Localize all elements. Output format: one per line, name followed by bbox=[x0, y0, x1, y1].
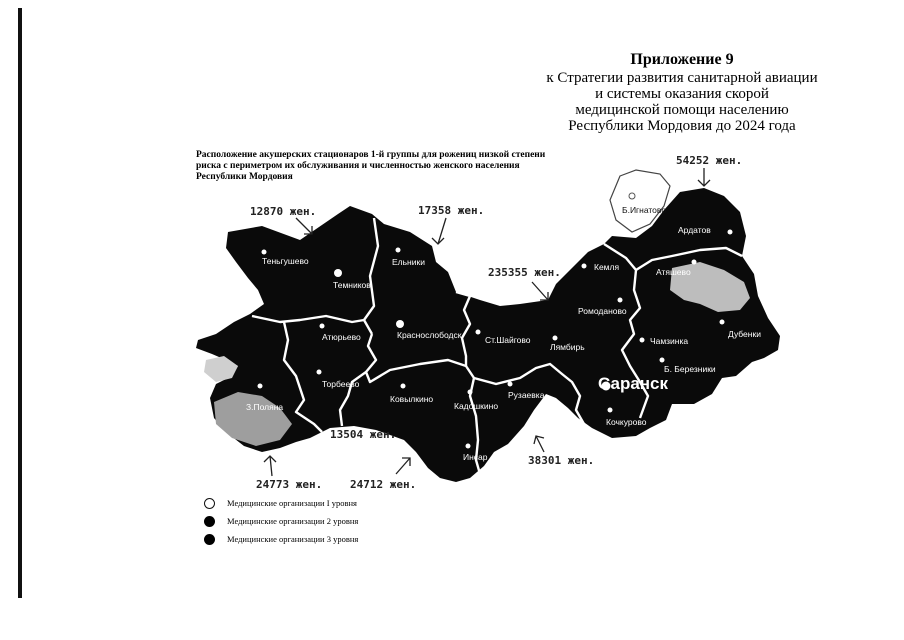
marker-kemlya bbox=[582, 264, 587, 269]
label-kadoshkino: Кадошкино bbox=[454, 401, 499, 411]
marker-ruzaevka bbox=[508, 382, 513, 387]
ignatovo-marker bbox=[629, 193, 635, 199]
marker-kadoshkino bbox=[468, 390, 473, 395]
label-ruzaevka: Рузаевка bbox=[508, 390, 545, 400]
label-kochkurovo: Кочкурово bbox=[606, 417, 647, 427]
appendix-line-4: Республики Мордовия до 2024 года bbox=[568, 118, 796, 134]
appendix-title: Приложение 9 bbox=[630, 51, 734, 68]
label-romodanovo: Ромоданово bbox=[578, 306, 627, 316]
label-tengushevo: Теньгушево bbox=[262, 256, 309, 266]
marker-elniki bbox=[396, 248, 401, 253]
level3-marker-icon bbox=[204, 534, 215, 545]
arrow-38301 bbox=[534, 436, 544, 452]
arrow-235355 bbox=[532, 282, 548, 300]
label-bbereznyaki: Б. Березники bbox=[664, 364, 716, 374]
legend-row-level3 bbox=[204, 530, 358, 548]
marker-dubenki bbox=[720, 320, 725, 325]
marker-romodanovo bbox=[618, 298, 623, 303]
pop-ardatov: 54252 жен. bbox=[676, 154, 743, 167]
marker-zpolyana bbox=[258, 384, 263, 389]
legend-level2-label: Медицинские организации 2 уровня bbox=[227, 516, 359, 526]
label-dubenki: Дубенки bbox=[728, 329, 761, 339]
pop-zpolyana: 24773 жен. bbox=[256, 478, 323, 491]
marker-chamzinka bbox=[640, 338, 645, 343]
appendix-line-2: и системы оказания скорой bbox=[595, 86, 769, 102]
label-insar: Инсар bbox=[463, 452, 488, 462]
arrow-17358 bbox=[432, 218, 446, 244]
pop-kovylkino: 24712 жен. bbox=[350, 478, 417, 491]
marker-kovylkino bbox=[401, 384, 406, 389]
label-saransk-capital: Саранск bbox=[598, 374, 669, 393]
marker-lyambir bbox=[553, 336, 558, 341]
legend-row-level1 bbox=[204, 494, 358, 512]
arrow-54252 bbox=[698, 168, 710, 186]
legend-row-level2 bbox=[204, 512, 358, 530]
level1-marker-icon bbox=[204, 498, 215, 509]
label-bignatovo: Б.Игнатово bbox=[622, 205, 667, 215]
label-temnikov: Темников bbox=[333, 280, 371, 290]
marker-temnikov bbox=[334, 269, 342, 277]
marker-tengushevo bbox=[262, 250, 267, 255]
marker-kochkurovo bbox=[608, 408, 613, 413]
label-atyurevo: Атюрьево bbox=[322, 332, 361, 342]
level2-marker-icon bbox=[204, 516, 215, 527]
marker-krasnoslobodsk bbox=[396, 320, 404, 328]
label-ardatov: Ардатов bbox=[678, 225, 711, 235]
map-legend bbox=[204, 494, 358, 548]
pop-tengushevo-temnikov: 12870 жен. bbox=[250, 205, 317, 218]
marker-ardatov bbox=[728, 230, 733, 235]
appendix-line-3: медицинской помощи населению bbox=[575, 102, 789, 118]
marker-atyashevo bbox=[692, 260, 697, 265]
pop-torbeevo: 13504 жен. bbox=[330, 428, 397, 441]
label-elniki: Ельники bbox=[392, 257, 425, 267]
label-torbeevo: Торбеево bbox=[322, 379, 360, 389]
appendix-line-1: к Стратегии развития санитарной авиации bbox=[546, 70, 818, 86]
marker-atyurevo bbox=[320, 324, 325, 329]
marker-bbereznyaki bbox=[660, 358, 665, 363]
label-kovylkino: Ковылкино bbox=[390, 394, 434, 404]
label-stshaigovo: Ст.Шайгово bbox=[485, 335, 531, 345]
label-zpolyana: З.Поляна bbox=[246, 402, 284, 412]
label-atyashevo: Атяшево bbox=[656, 267, 691, 277]
pop-saransk-zone: 235355 жен. bbox=[488, 266, 561, 279]
label-lyambir: Лямбирь bbox=[550, 342, 585, 352]
arrow-24712 bbox=[396, 458, 410, 474]
marker-stshaigovo bbox=[476, 330, 481, 335]
marker-insar bbox=[466, 444, 471, 449]
map-title: Расположение акушерских стационаров 1-й группы для рожениц низкой степени риска с периметром их обслуживания и численностью женского населения Республики Мордовия bbox=[196, 150, 546, 182]
legend-level3-label: Медицинские организации 3 уровня bbox=[227, 534, 359, 544]
legend-level1-label: Медицинские организации I уровня bbox=[227, 498, 357, 508]
label-kemlya: Кемля bbox=[594, 262, 620, 272]
arrow-24773 bbox=[264, 456, 276, 476]
label-krasnoslobodsk: Краснослободск bbox=[397, 330, 462, 340]
arrow-12870 bbox=[296, 218, 312, 234]
pop-elniki: 17358 жен. bbox=[418, 204, 485, 217]
pop-ruzaevka: 38301 жен. bbox=[528, 454, 595, 467]
label-chamzinka: Чамзинка bbox=[650, 336, 689, 346]
marker-torbeevo bbox=[317, 370, 322, 375]
